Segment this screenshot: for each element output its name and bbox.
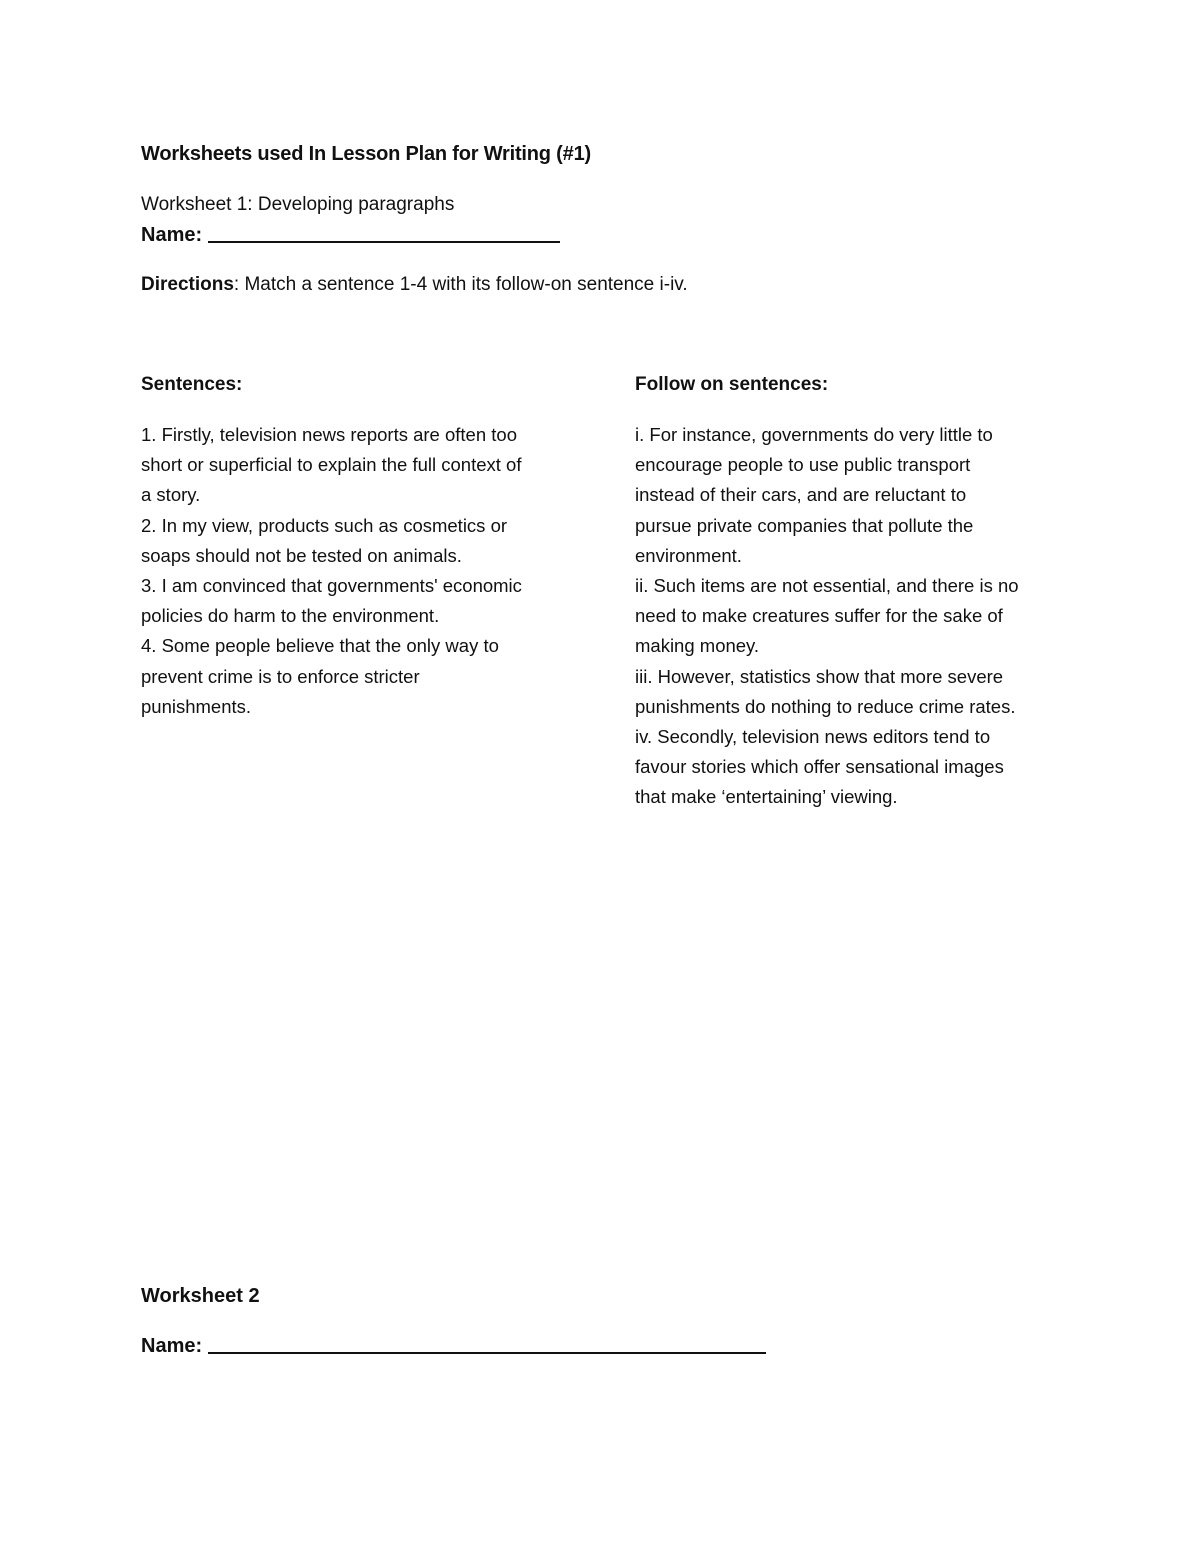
follow-on-line: encourage people to use public transport	[635, 454, 971, 476]
follow-on-list	[635, 420, 1065, 813]
follow-on-line: need to make creatures suffer for the sake of	[635, 605, 1003, 627]
directions-text: : Match a sentence 1-4 with its follow-on sentence i-iv.	[233, 274, 688, 295]
page-title: Worksheets used In Lesson Plan for Writing (#1)	[141, 143, 591, 165]
follow-on-line: pursue private companies that pollute the	[635, 514, 974, 536]
worksheet2-name-field[interactable]	[141, 1335, 766, 1358]
worksheet2-name-blank-line[interactable]	[208, 1352, 766, 1354]
sentences-list	[141, 420, 581, 722]
follow-on-line: iv. Secondly, television news editors tend to	[635, 726, 991, 748]
worksheet2-title: Worksheet 2	[141, 1285, 260, 1307]
follow-on-line: ii. Such items are not essential, and there is no	[635, 575, 1019, 597]
sentences-heading: Sentences:	[141, 374, 243, 395]
sentence-line: 1. Firstly, television news reports are often too	[141, 424, 517, 445]
follow-on-line: environment.	[635, 544, 742, 566]
sentence-line: a story.	[141, 484, 201, 506]
sentence-line: 3. I am convinced that governments' economic	[141, 575, 522, 597]
directions-label: Directions	[141, 274, 234, 295]
follow-on-line: favour stories which offer sensational images	[635, 756, 1004, 778]
sentence-line: punishments.	[141, 695, 252, 717]
directions	[141, 274, 688, 296]
worksheet1-name-field[interactable]	[141, 224, 560, 247]
worksheet2-name-label: Name:	[141, 1335, 203, 1357]
sentence-line: short or superficial to explain the full context of	[141, 454, 522, 476]
follow-on-line: making money.	[635, 635, 760, 657]
worksheet1-name-label: Name:	[141, 224, 203, 246]
follow-on-heading: Follow on sentences:	[635, 374, 829, 395]
follow-on-line: punishments do nothing to reduce crime rates.	[635, 695, 1016, 717]
sentence-line: soaps should not be tested on animals.	[141, 544, 462, 566]
sentence-line: policies do harm to the environment.	[141, 605, 440, 627]
worksheet1-subtitle: Worksheet 1: Developing paragraphs	[141, 194, 455, 215]
follow-on-line: iii. However, statistics show that more severe	[635, 665, 1004, 687]
follow-on-line: i. For instance, governments do very little to	[635, 424, 993, 445]
sentence-line: 2. In my view, products such as cosmetics or	[141, 514, 508, 536]
follow-on-line: instead of their cars, and are reluctant to	[635, 484, 967, 506]
sentence-line: prevent crime is to enforce stricter	[141, 665, 420, 687]
follow-on-line: that make ‘entertaining’ viewing.	[635, 786, 898, 808]
sentence-line: 4. Some people believe that the only way to	[141, 635, 499, 657]
worksheet1-name-blank-line[interactable]	[208, 241, 560, 243]
